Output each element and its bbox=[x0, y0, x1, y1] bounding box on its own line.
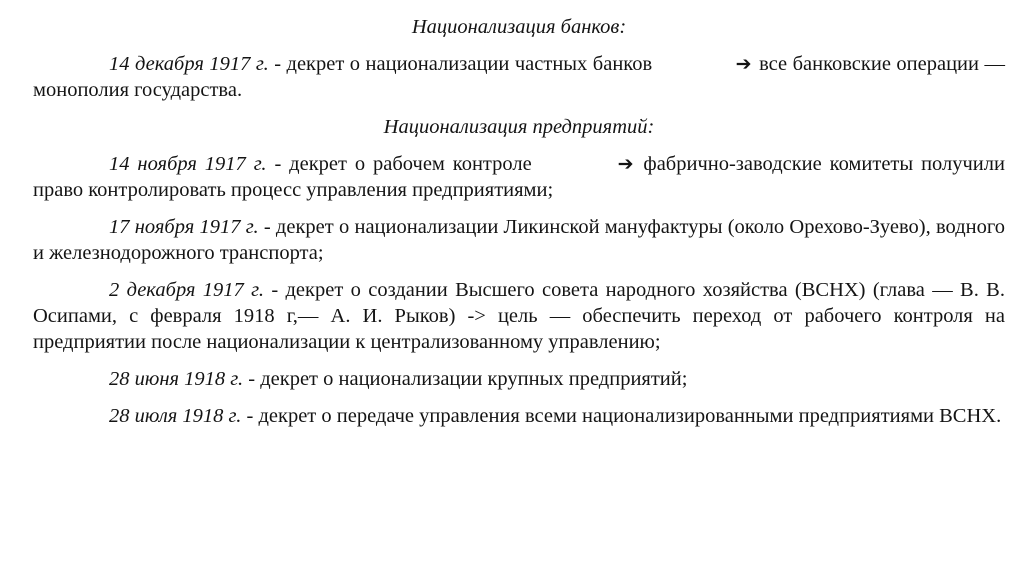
decree-text: - декрет о национализации частных банков bbox=[268, 53, 658, 75]
decree-date: 14 ноября 1917 г. bbox=[109, 153, 267, 175]
right-arrow-icon: ➔ bbox=[617, 153, 634, 175]
decree-text: все банковские операции — монополия государства. bbox=[33, 53, 1005, 101]
decree-text: - декрет о создании Высшего совета народного хозяйства (ВСНХ) (глава — В. В. Осипами, с февраля 1918 г,— А. И. Рыков) -> цель — обеспечить переход от рабочего контроля на предприятии после национализации к централизованному управлению; bbox=[33, 279, 1005, 353]
workers-control-decree-paragraph bbox=[33, 151, 1005, 203]
vsnkh-decree-paragraph bbox=[33, 277, 1005, 355]
decree-text: фабрично-заводские комитеты получили право контролировать процесс управления предприятиями; bbox=[33, 153, 1005, 201]
right-arrow-icon: ➔ bbox=[735, 53, 752, 75]
decree-date: 14 декабря 1917 г. bbox=[109, 53, 269, 75]
enterprises-heading: Национализация предприятий: bbox=[383, 116, 655, 138]
likino-decree-paragraph bbox=[33, 214, 1005, 266]
decree-date: 2 декабря 1917 г. bbox=[109, 279, 264, 301]
decree-text: - декрет о рабочем контроле bbox=[266, 153, 540, 175]
management-transfer-decree-paragraph bbox=[33, 403, 1005, 429]
decree-text: - декрет о передаче управления всеми национализированными предприятиями ВСНХ. bbox=[241, 405, 1002, 427]
decree-text: - декрет о национализации крупных предприятий; bbox=[243, 368, 688, 390]
decree-date: 17 ноября 1917 г. bbox=[109, 216, 259, 238]
large-enterprises-decree-paragraph bbox=[33, 366, 1005, 392]
banks-decree-paragraph bbox=[33, 51, 1005, 103]
slide-content bbox=[33, 14, 1005, 440]
decree-date: 28 июля 1918 г. bbox=[109, 405, 242, 427]
decree-date: 28 июня 1918 г. bbox=[109, 368, 244, 390]
decree-text: - декрет о национализации Ликинской мануфактуры (около Орехово-Зуево), водного и железнодорожного транспорта; bbox=[33, 216, 1005, 264]
banks-heading: Национализация банков: bbox=[411, 16, 627, 38]
